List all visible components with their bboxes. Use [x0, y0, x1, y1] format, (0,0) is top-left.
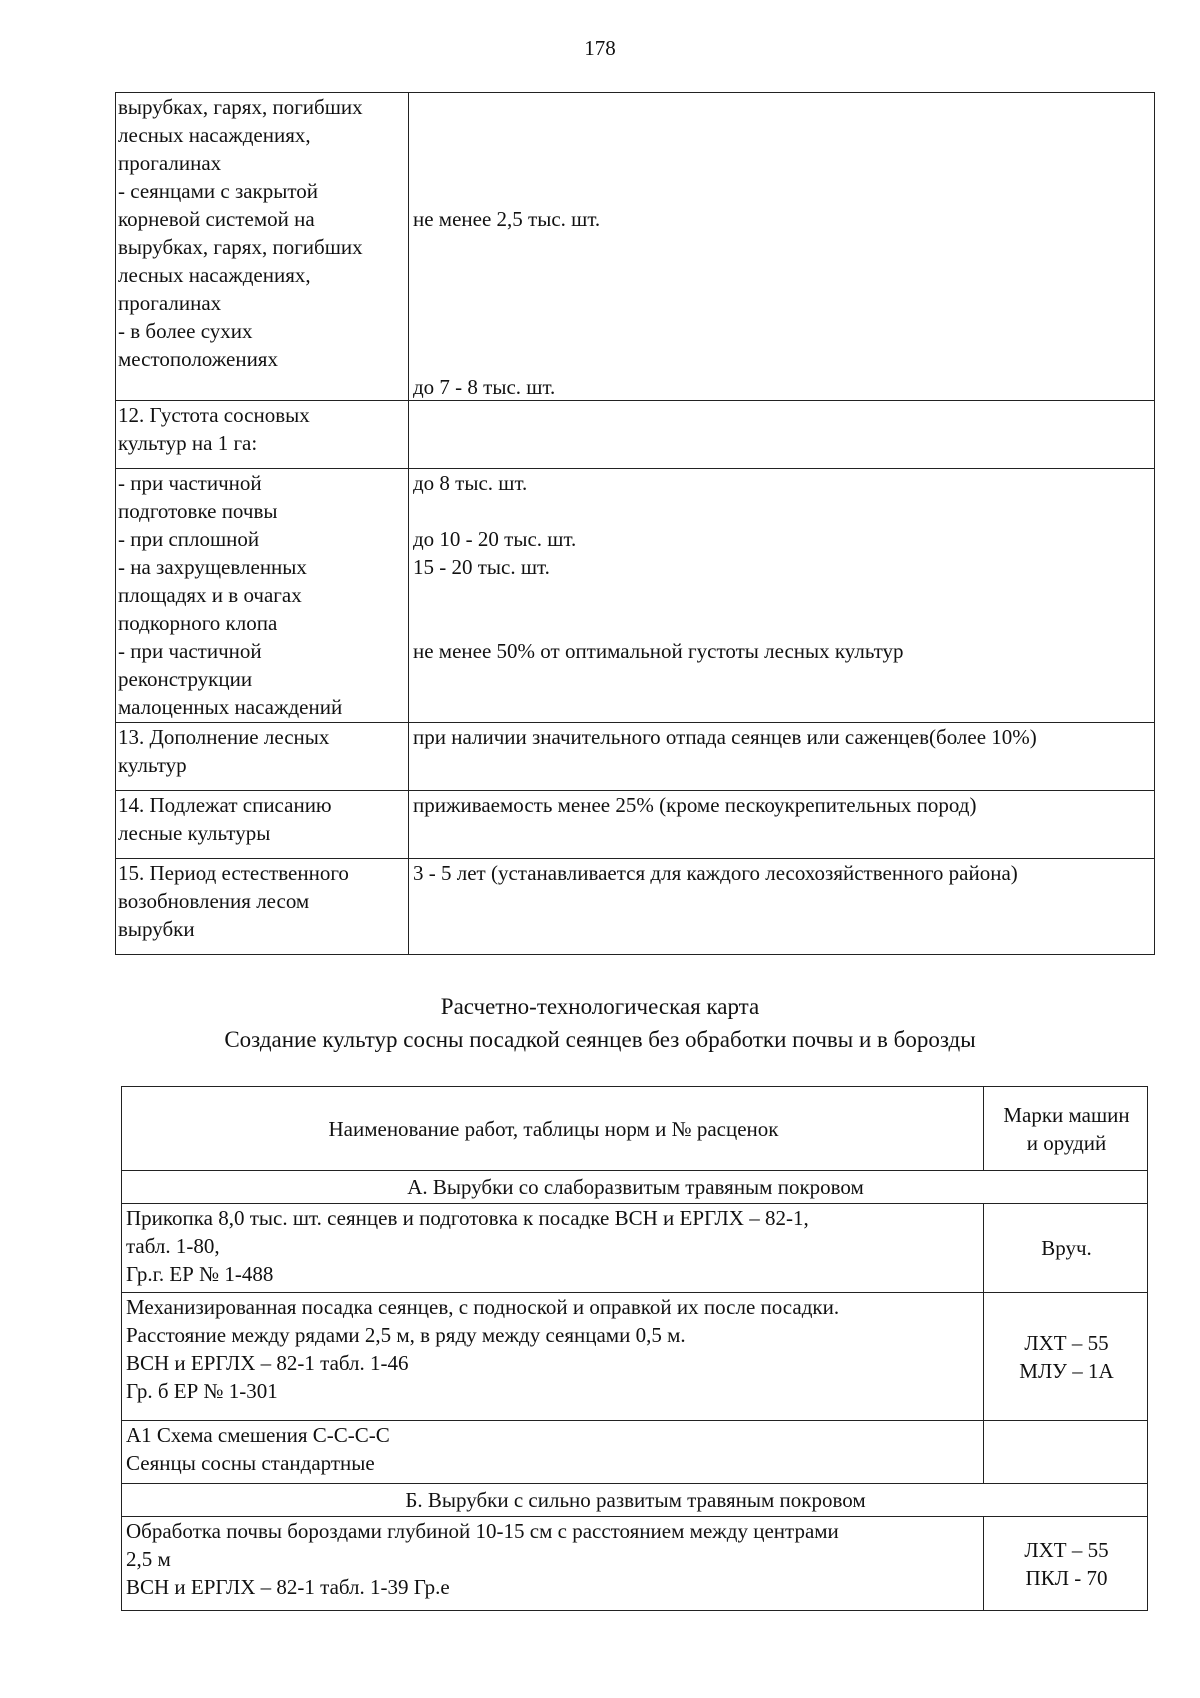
- table-header-row: [122, 1087, 1148, 1171]
- works-cell: Механизированная посадка сеянцев, с подноской и оправкой их после посадки. Расстояние между рядами 2,5 м, в ряду между сеянцами 0,5 м. ВСН и ЕРГЛХ – 82-1 табл. 1-46 Гр. б ЕР № 1-301: [122, 1293, 984, 1421]
- page-number: 178: [584, 36, 616, 60]
- norms-table: [115, 92, 1155, 955]
- section-title-b: Б. Вырубки с сильно развитым травяным покровом: [122, 1484, 1148, 1517]
- card-title: Расчетно-технологическая карта: [440, 994, 760, 1019]
- works-cell: Прикопка 8,0 тыс. шт. сеянцев и подготовка к посадке ВСН и ЕРГЛХ – 82-1, табл. 1-80, Гр.г. ЕР № 1-488: [122, 1204, 984, 1293]
- table-row: [116, 723, 1155, 791]
- machines-cell: [984, 1421, 1148, 1484]
- param-cell: 12. Густота сосновых культур на 1 га:: [116, 401, 409, 469]
- column-header-machines: Марки машин и орудий: [984, 1087, 1148, 1171]
- tech-card-table: [121, 1086, 1148, 1611]
- param-cell: 13. Дополнение лесных культур: [116, 723, 409, 791]
- value-cell: [409, 93, 1155, 401]
- value-text: не менее 2,5 тыс. шт.: [413, 207, 601, 231]
- param-cell: 15. Период естественного возобновления лесом вырубки: [116, 859, 409, 955]
- table-row: [116, 791, 1155, 859]
- table-row: [122, 1517, 1148, 1611]
- works-cell: Обработка почвы бороздами глубиной 10-15 см с расстоянием между центрами 2,5 м ВСН и ЕРГЛХ – 82-1 табл. 1-39 Гр.е: [122, 1517, 984, 1611]
- table-row: [122, 1421, 1148, 1484]
- param-cell: вырубках, гарях, погибших лесных насаждениях, прогалинах - сеянцами с закрытой корневой системой на вырубках, гарях, погибших лесных насаждениях, прогалинах - в более сухих местоположениях: [116, 93, 409, 401]
- section-title-a: А. Вырубки со слаборазвитым травяным покровом: [122, 1171, 1148, 1204]
- table-row: [116, 93, 1155, 401]
- works-cell: А1 Схема смешения С-С-С-С Сеянцы сосны стандартные: [122, 1421, 984, 1484]
- table-row: [122, 1293, 1148, 1421]
- param-cell: 14. Подлежат списанию лесные культуры: [116, 791, 409, 859]
- machines-cell: Вруч.: [984, 1204, 1148, 1293]
- value-cell: при наличии значительного отпада сеянцев или саженцев(более 10%): [409, 723, 1155, 791]
- column-header-works: Наименование работ, таблицы норм и № расценок: [122, 1087, 984, 1171]
- value-text: до 7 - 8 тыс. шт.: [413, 375, 556, 399]
- table-row: [116, 401, 1155, 469]
- param-cell: - при частичной подготовке почвы - при сплошной - на захрущевленных площадях и в очагах подкорного клопа - при частичной реконструкции малоценных насаждений: [116, 469, 409, 723]
- machines-cell: ЛХТ – 55 ПКЛ - 70: [984, 1517, 1148, 1611]
- section-row: [122, 1484, 1148, 1517]
- value-cell: 3 - 5 лет (устанавливается для каждого лесохозяйственного района): [409, 859, 1155, 955]
- table-row: [116, 859, 1155, 955]
- card-subtitle: Создание культур сосны посадкой сеянцев без обработки почвы и в борозды: [224, 1027, 976, 1052]
- value-cell: до 8 тыс. шт. до 10 - 20 тыс. шт. 15 - 20 тыс. шт. не менее 50% от оптимальной густоты лесных культур: [409, 469, 1155, 723]
- section-row: [122, 1171, 1148, 1204]
- table-row: [116, 469, 1155, 723]
- machines-cell: ЛХТ – 55 МЛУ – 1А: [984, 1293, 1148, 1421]
- value-cell: [409, 401, 1155, 469]
- value-cell: приживаемость менее 25% (кроме пескоукрепительных пород): [409, 791, 1155, 859]
- table-row: [122, 1204, 1148, 1293]
